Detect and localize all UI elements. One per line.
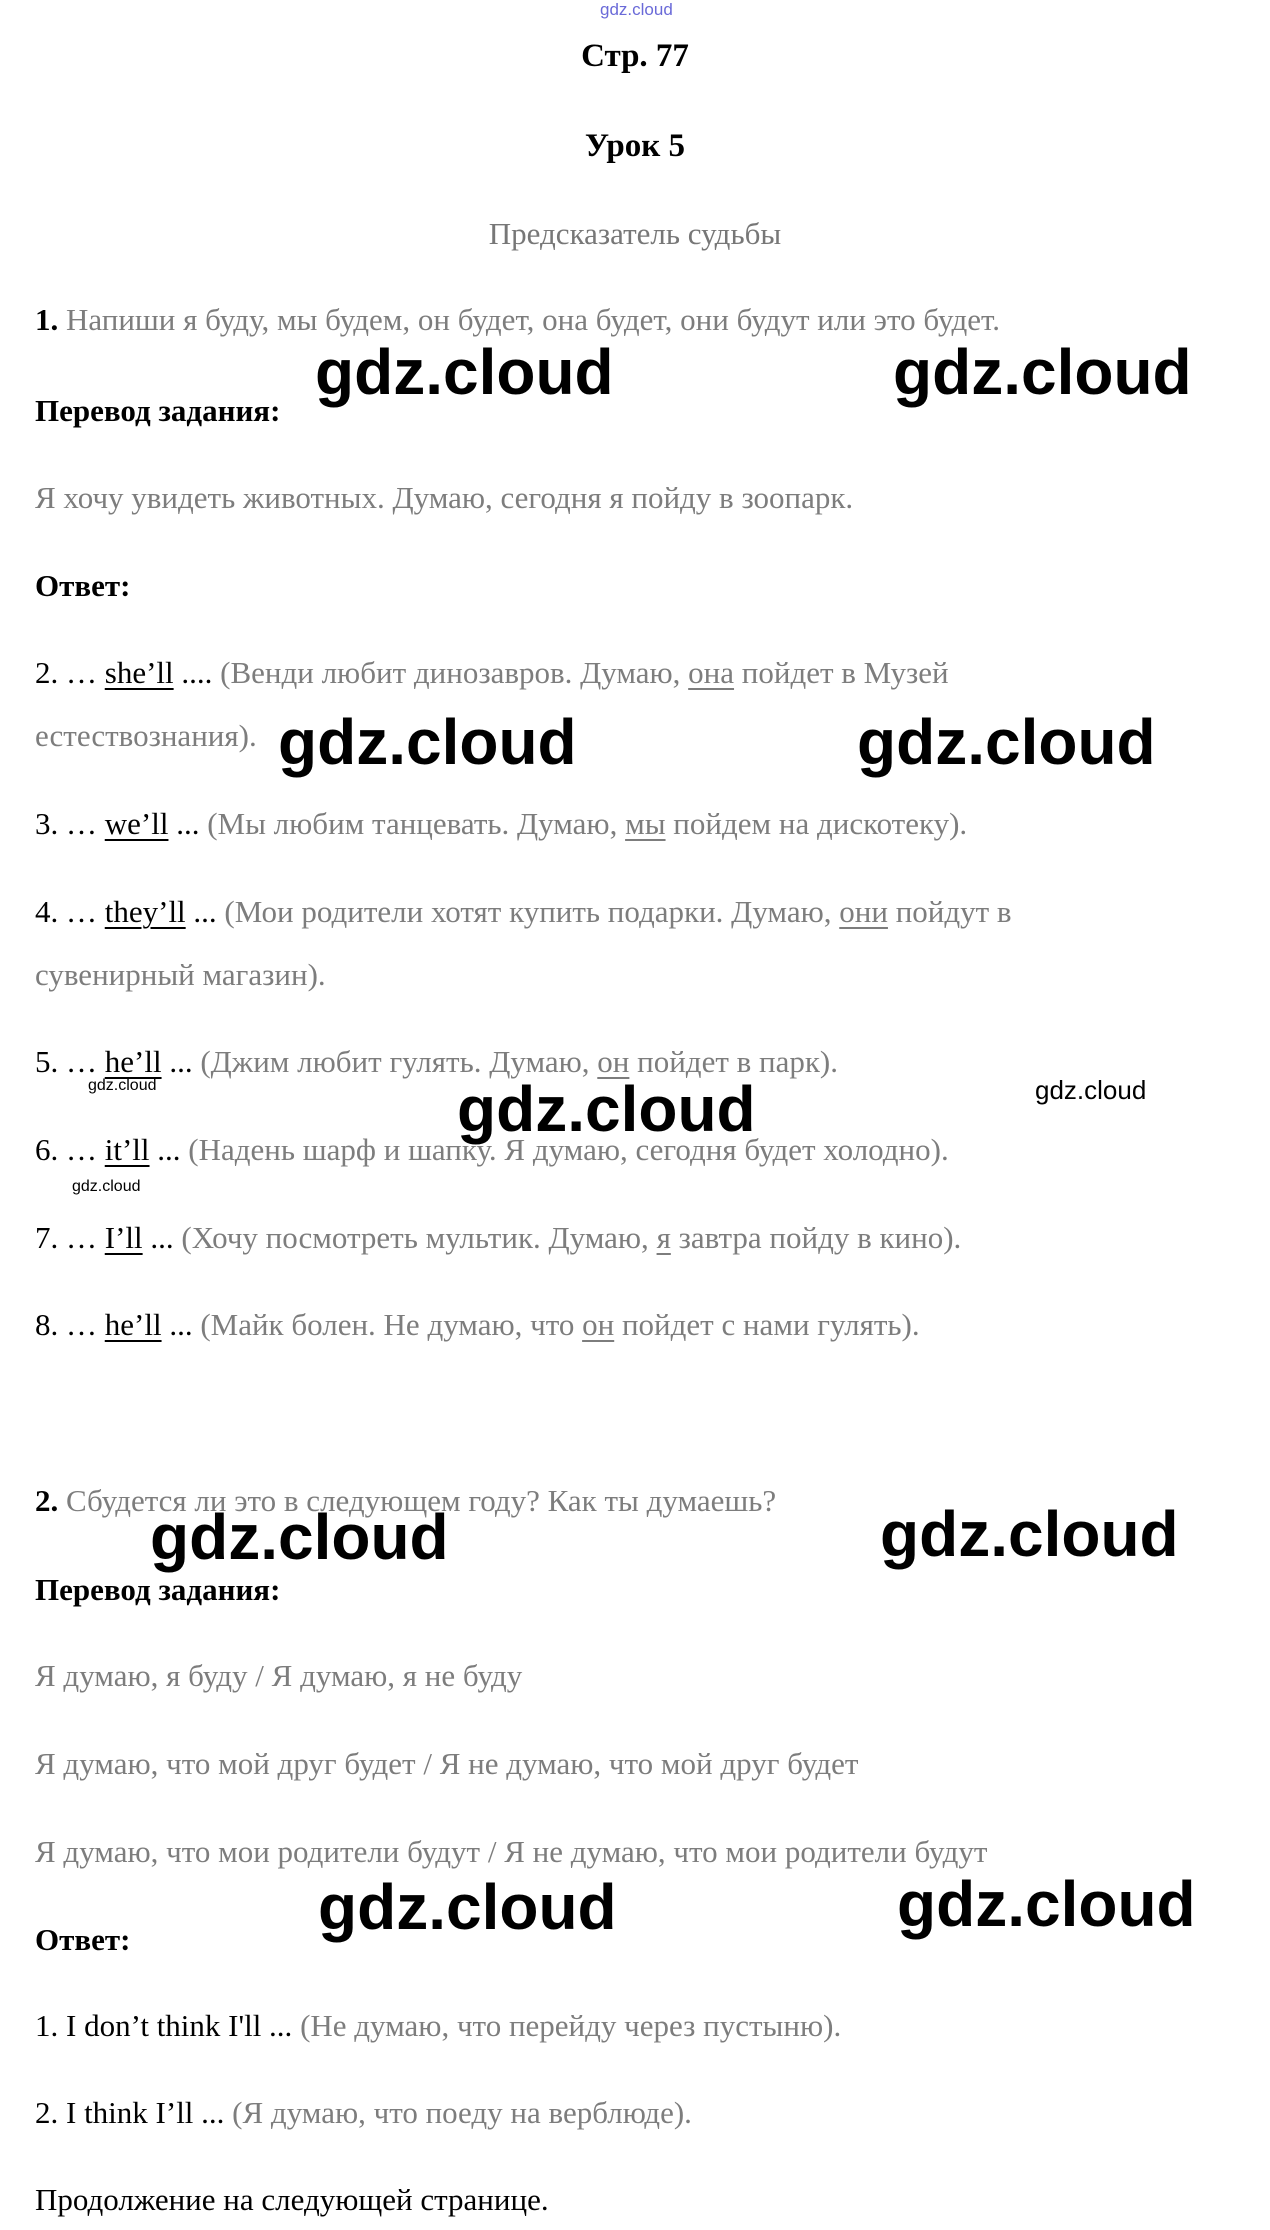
answer-translation-end: пойдет с нами гулять). [621, 1307, 920, 1342]
answer-dots: ... [169, 1307, 193, 1342]
answer-translation: (Не думаю, что перейду через пустыню). [300, 2008, 842, 2043]
watermark: gdz.cloud [72, 1178, 141, 1195]
answer-number: 2. … [35, 655, 97, 690]
answer-translation: (Хочу посмотреть мультик. Думаю, [181, 1220, 649, 1255]
answer-dots: ... [169, 1044, 193, 1079]
watermark: gdz.cloud [1035, 1075, 1147, 1105]
watermark: gdz.cloud [278, 706, 577, 778]
watermark: gdz.cloud [315, 336, 614, 408]
answer-number: 6. … [35, 1132, 97, 1167]
task1-answer-3 [35, 806, 967, 842]
answer-translation: (Джим любит гулять. Думаю, [200, 1044, 590, 1079]
task1-translation-label: Перевод задания: [35, 393, 281, 428]
task1-answer-4 [35, 894, 1012, 930]
task1-answer-label: Ответ: [35, 568, 131, 603]
task2-answer-1 [35, 2008, 841, 2044]
answer-translation: (Я думаю, что поеду на верблюде). [232, 2095, 692, 2130]
answer-number: 7. … [35, 1220, 97, 1255]
task2-translation-label: Перевод задания: [35, 1572, 281, 1607]
task2-translation-line: Я думаю, что мой друг будет / Я не думаю, что мой друг будет [35, 1746, 859, 1781]
watermark: gdz.cloud [897, 1868, 1196, 1940]
answer-dots: ... [176, 806, 200, 841]
continued-note: Продолжение на следующей странице. [35, 2182, 549, 2217]
watermark: gdz.cloud [893, 336, 1192, 408]
answer-dots: ... [150, 1220, 174, 1255]
answer-number: 5. … [35, 1044, 97, 1079]
answer-pronoun: он [582, 1307, 615, 1342]
answer-pronoun: я [656, 1220, 671, 1255]
answer-translation: (Мои родители хотят купить подарки. Думаю, [224, 894, 832, 929]
task2-translation-line: Я думаю, что мои родители будут / Я не думаю, что мои родители будут [35, 1834, 988, 1869]
answer-dots: .... [181, 655, 213, 690]
task2-answer-2 [35, 2095, 692, 2131]
task1-answer-2-continued: естествознания). [35, 718, 257, 753]
task1-answer-8 [35, 1307, 920, 1343]
lesson-subtitle: Предсказатель судьбы [488, 216, 782, 251]
answer-translation-end: пойдут в [895, 894, 1012, 929]
answer-number: 3. … [35, 806, 97, 841]
page-title: Стр. 77 [581, 38, 689, 74]
answer-translation: (Мы любим танцевать. Думаю, [207, 806, 618, 841]
answer-pronoun: мы [625, 806, 666, 841]
task2-number: 2. [35, 1483, 59, 1518]
task1-text: Напиши я буду, мы будем, он будет, она будет, они будут или это будет. [66, 302, 1001, 337]
watermark: gdz.cloud [318, 1871, 617, 1943]
answer-number: 4. … [35, 894, 97, 929]
site-mark: gdz.cloud [600, 0, 673, 19]
watermark: gdz.cloud [857, 706, 1156, 778]
answer-translation-end: пойдем на дискотеку). [673, 806, 968, 841]
answer-pronoun: они [839, 894, 888, 929]
watermark: gdz.cloud [457, 1073, 756, 1145]
answer-pronoun: он [597, 1044, 630, 1079]
task1-answer-7 [35, 1220, 961, 1256]
task2-text: Сбудется ли это в следующем году? Как ты думаешь? [66, 1483, 777, 1518]
answer-translation: (Майк болен. Не думаю, что [200, 1307, 575, 1342]
answer-dots: ... [157, 1132, 181, 1167]
answer-pronoun: она [688, 655, 735, 690]
task2-translation-line: Я думаю, я буду / Я думаю, я не буду [35, 1658, 523, 1693]
answer-translation-end: пойдет в парк). [637, 1044, 839, 1079]
task1-answer-4-continued: сувенирный магазин). [35, 957, 326, 992]
answer-word: he’ll [104, 1044, 162, 1079]
answer-translation: (Венди любит динозавров. Думаю, [220, 655, 681, 690]
task2-answer-label: Ответ: [35, 1922, 131, 1957]
answer-word: they’ll [104, 894, 186, 929]
task1-heading [35, 302, 1000, 338]
answer-word: I’ll [104, 1220, 143, 1255]
watermark: gdz.cloud [88, 1077, 157, 1094]
answer-word: we’ll [104, 806, 169, 841]
answer-translation-end: пойдет в Музей [741, 655, 949, 690]
answer-dots: ... [193, 894, 217, 929]
answer-word: it’ll [104, 1132, 150, 1167]
answer-english: 2. I think I’ll ... [35, 2095, 225, 2130]
lesson-title: Урок 5 [584, 128, 686, 164]
task1-number: 1. [35, 302, 59, 337]
task1-translation-text: Я хочу увидеть животных. Думаю, сегодня я пойду в зоопарк. [35, 480, 854, 515]
watermark: gdz.cloud [150, 1501, 449, 1573]
answer-translation: (Надень шарф и шапку. Я думаю, сегодня будет холодно). [188, 1132, 949, 1167]
answer-translation-end: завтра пойду в кино). [678, 1220, 962, 1255]
answer-word: he’ll [104, 1307, 162, 1342]
watermark: gdz.cloud [880, 1498, 1179, 1570]
answer-word: she’ll [104, 655, 174, 690]
answer-english: 1. I don’t think I'll ... [35, 2008, 293, 2043]
answer-number: 8. … [35, 1307, 97, 1342]
task1-answer-2 [35, 655, 949, 691]
